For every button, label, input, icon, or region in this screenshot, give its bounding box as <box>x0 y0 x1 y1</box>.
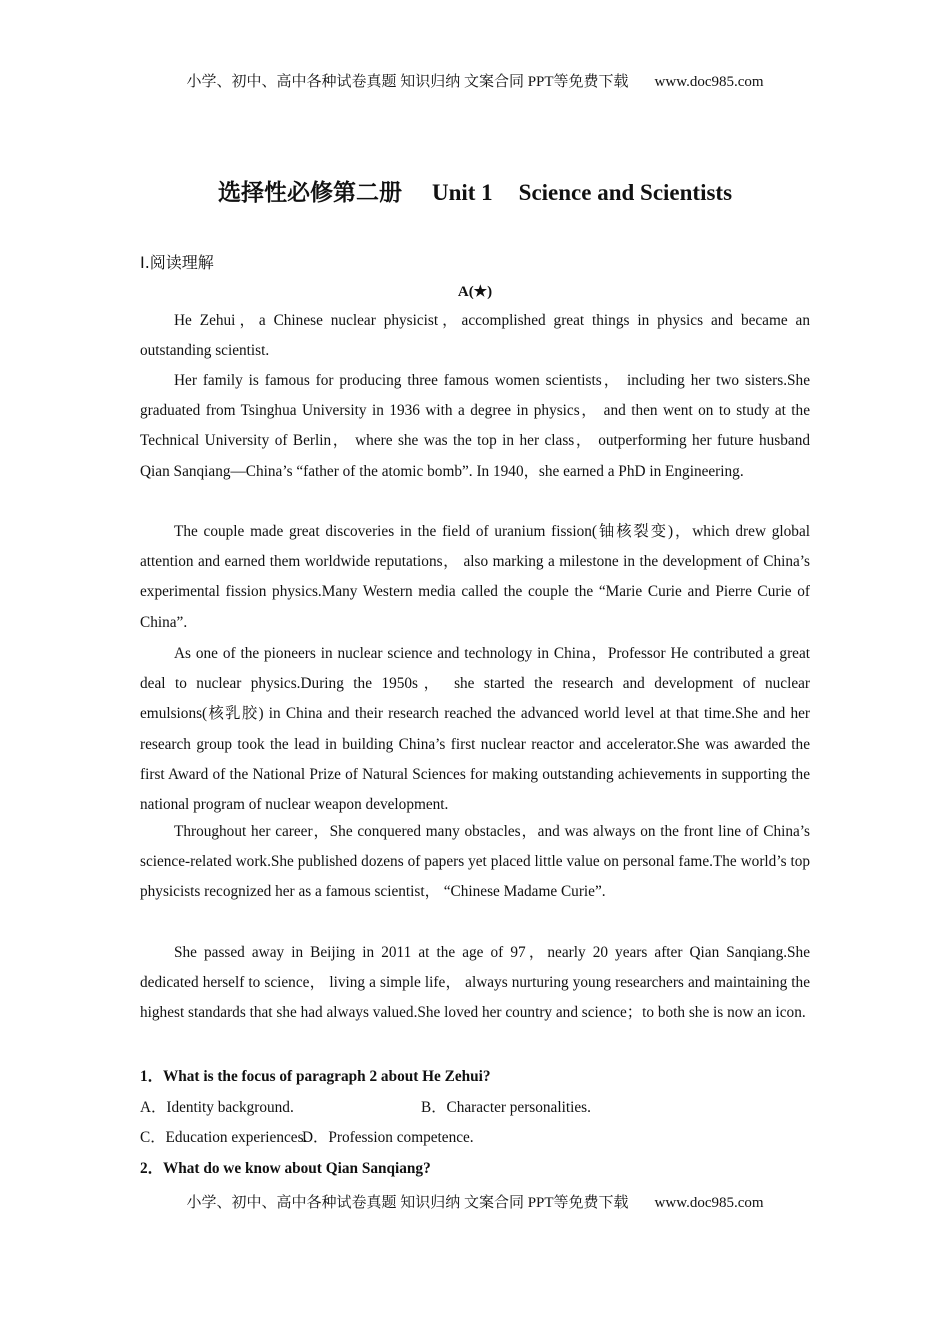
page-header <box>0 70 950 91</box>
header-text: 小学、初中、高中各种试卷真题 知识归纳 文案合同 PPT等免费下载 <box>186 74 629 90</box>
question-1: 1．What is the focus of paragraph 2 about He Zehui? <box>140 1068 491 1085</box>
title-unit: Unit 1 <box>431 180 493 205</box>
option-a: A．Identity background. <box>140 1099 294 1116</box>
footer-url[interactable]: www.doc985.com <box>654 1195 764 1211</box>
option-b: B．Character personalities. <box>421 1099 591 1116</box>
title-cn: 选择性必修第二册 <box>217 180 402 205</box>
paragraph-6: She passed away in Beijing in 2011 at the age of 97，nearly 20 years after Qian Sanqiang.She dedicated herself to science， living a simple life， always nurturing young researchers and maintaining the highest standards that she had always valued.She loved her country and science；to both she is now an icon. <box>140 944 810 1022</box>
title-topic: Science and Scientists <box>518 180 733 205</box>
paragraph-4: As one of the pioneers in nuclear science and technology in China，Professor He contributed a great deal to nuclear physics.During the 1950s， she started the research and development of nuclear emulsions(核乳胶) in China and their research reached the advanced world level at that time.She and her research group took the lead in building China’s first nuclear reactor and accelerator.She was awarded the first Award of the National Prize of Natural Sciences for making outstanding achievements in supporting the national program of nuclear weapon development. <box>140 645 810 814</box>
question-2: 2．What do we know about Qian Sanqiang? <box>140 1160 431 1177</box>
page-title <box>0 174 950 207</box>
footer-text: 小学、初中、高中各种试卷真题 知识归纳 文案合同 PPT等免费下载 <box>186 1195 629 1211</box>
header-url[interactable]: www.doc985.com <box>654 74 764 90</box>
page-footer <box>0 1191 950 1212</box>
paragraph-1: He Zehui，a Chinese nuclear physicist，accomplished great things in physics and became an outstanding scientist. <box>140 312 810 360</box>
option-d: D．Profession competence. <box>302 1129 474 1146</box>
section-heading: Ⅰ.阅读理解 <box>140 253 214 272</box>
paragraph-5: Throughout her career，She conquered many obstacles，and was always on the front line of China’s science-related work.She published dozens of papers yet placed little value on personal fame.The world’s top physicists recognized her as a famous scientist， “Chinese Madame Curie”. <box>140 823 810 901</box>
paragraph-3: The couple made great discoveries in the field of uranium fission(铀核裂变)，which drew global attention and earned them worldwide reputations， also marking a milestone in the development of China’s experimental fission physics.Many Western media called the couple the “Marie Curie and Pierre Curie of China”. <box>140 523 810 631</box>
paragraph-2: Her family is famous for producing three famous women scientists， including her two sisters.She graduated from Tsinghua University in 1936 with a degree in physics， and then went on to study at the Technical University of Berlin， where she was the top in her class， outperforming her future husband Qian Sanqiang—China’s “father of the atomic bomb”. In 1940，she earned a PhD in Engineering. <box>140 372 810 480</box>
option-c: C．Education experiences. <box>140 1129 308 1146</box>
passage-label: A(★) <box>457 284 493 300</box>
